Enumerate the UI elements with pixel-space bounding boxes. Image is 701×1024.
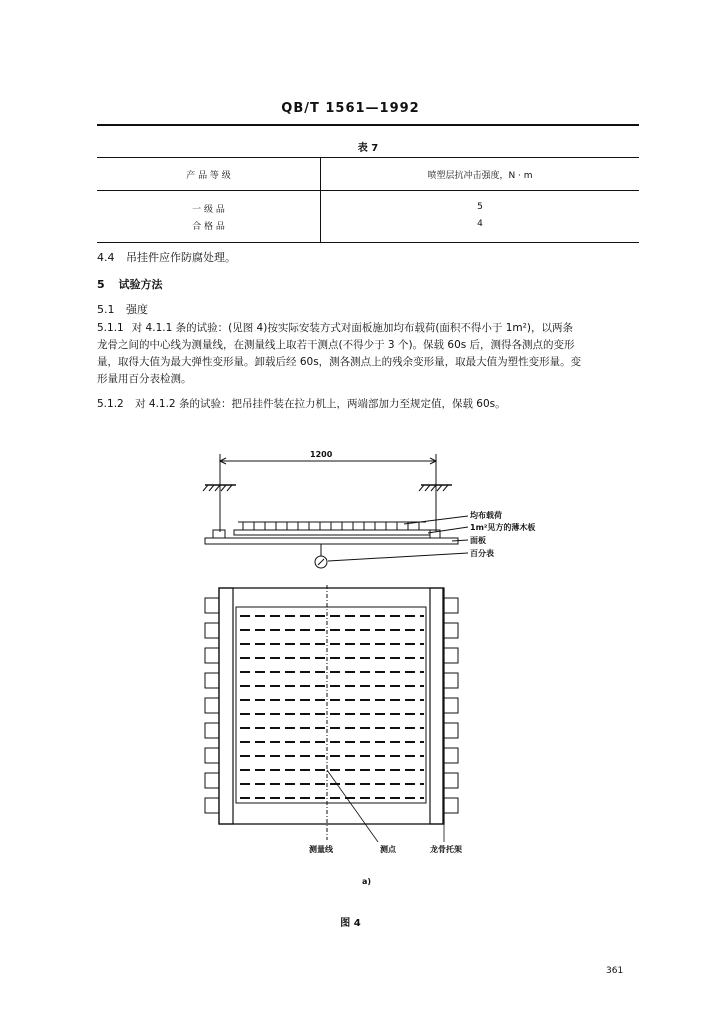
label-dial-gauge: 百分表 [470, 549, 494, 558]
panel-strips [240, 616, 424, 798]
support-left-icon [203, 485, 236, 532]
label-face-panel: 面板 [470, 536, 486, 545]
keel-right [430, 588, 444, 824]
section-title: 试验方法 [118, 278, 163, 291]
face-panel [205, 538, 458, 544]
figure-caption: 图 4 [340, 918, 361, 929]
page-number: 361 [606, 966, 624, 976]
clause-text: 吊挂件应作防腐处理。 [126, 251, 236, 264]
table-row-grade: 一 级 品 [192, 205, 225, 215]
wood-board [234, 530, 430, 535]
label-measurement-line: 测量线 [309, 845, 333, 854]
label-keel-bracket: 龙骨托架 [430, 845, 462, 854]
clause-text: 对 4.1.2 条的试验：把吊挂件装在拉力机上，两端部加力至规定值，保载 60s。 [135, 398, 506, 410]
keel-left [219, 588, 233, 824]
label-uniform-load: 均布载荷 [470, 511, 502, 520]
section-title: 强度 [126, 303, 148, 316]
figure-subcaption: a) [362, 877, 372, 886]
clause-number: 5.1.2 [97, 398, 124, 410]
clause-line: 形量用百分表检测。 [97, 373, 192, 385]
table-row-value: 5 [477, 202, 483, 212]
keel-tabs-right [444, 598, 458, 813]
support-right-icon [419, 485, 452, 532]
label-measuring-point: 测点 [380, 845, 396, 854]
table-row-grade: 合 格 品 [192, 222, 225, 232]
table-caption: 表 7 [357, 143, 379, 154]
table-header-grade: 产 品 等 级 [186, 171, 231, 181]
distributed-load-arrows [238, 522, 426, 530]
clause-line: 龙骨之间的中心线为测量线，在测量线上取若干测点(不得少于 3 个)。保载 60s 后，测得各测点的变形 [97, 339, 575, 351]
clip-left [213, 530, 225, 538]
inner-panel [236, 607, 426, 803]
label-wood-board: 1m²见方的薄木板 [470, 523, 536, 532]
table-header-value: 喷塑层抗冲击强度，N · m [427, 171, 533, 181]
clause-number: 5.1.1 [97, 322, 124, 334]
clause-number: 4.4 [97, 251, 115, 264]
table-row-value: 4 [477, 219, 483, 229]
section-number: 5.1 [97, 303, 115, 316]
page-header: QB/T 1561—1992 [281, 101, 420, 116]
keel-tabs-left [205, 598, 219, 813]
section-number: 5 [97, 278, 105, 291]
dimension-label: 1200 [310, 450, 333, 459]
clause-line: 量，取得大值为最大弹性变形量。卸载后经 60s，测各测点上的残余变形量，取最大值为塑性变形量。变 [97, 356, 582, 368]
clause-line: 对 4.1.1 条的试验：(见图 4)按实际安装方式对面板施加均布载荷(面积不得小于 1m²)，以两条 [131, 322, 573, 334]
outer-panel-frame [219, 588, 443, 824]
